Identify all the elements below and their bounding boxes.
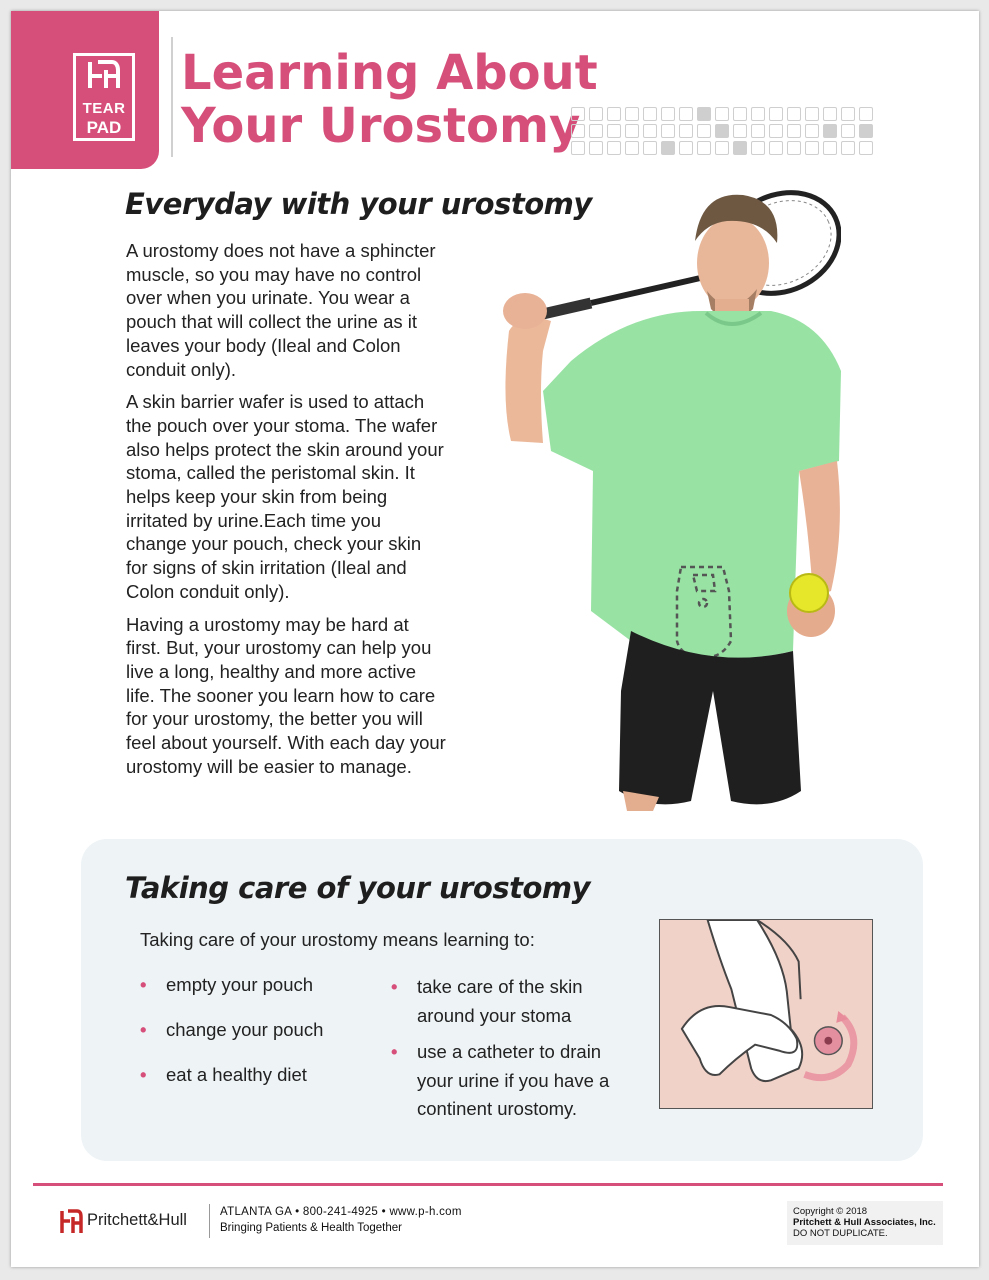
footer-divider	[209, 1204, 210, 1238]
grid-square	[697, 124, 711, 138]
everyday-body-text	[126, 239, 446, 787]
paragraph-2: A skin barrier wafer is used to attach the pouch over your stoma. The wafer also helps protect the skin around your stoma, called the peristomal skin. It helps keep your skin from being irritated by urine.Each time you change your pouch, check your skin for signs of skin irritation (Ileal and Colon conduit only).	[126, 391, 444, 602]
ph-tear-pad-logo-icon	[73, 53, 135, 141]
grid-square	[769, 124, 783, 138]
paragraph-3: Having a urostomy may be hard at first. But, your urostomy can help you live a long, healthy and more active life. The sooner you learn how to care for your urostomy, the better you will feel about yourself. With each day your urostomy will be easier to manage.	[126, 613, 446, 777]
grid-square	[805, 124, 819, 138]
grid-square	[715, 107, 729, 121]
header-divider	[171, 37, 173, 157]
grid-square	[589, 141, 603, 155]
grid-square	[643, 107, 657, 121]
section-heading-everyday: Everyday with your urostomy	[125, 187, 592, 221]
grid-square	[733, 107, 747, 121]
grid-square	[787, 107, 801, 121]
pink-bullet-icon: •	[140, 1064, 147, 1085]
logo-word-tear: TEAR	[82, 100, 126, 117]
grid-square	[859, 107, 873, 121]
list-item	[140, 1063, 370, 1087]
tennis-racket	[521, 174, 841, 319]
grid-square	[787, 141, 801, 155]
grid-square	[841, 107, 855, 121]
list-item-text: eat a healthy diet	[166, 1064, 307, 1085]
copyright-notice: DO NOT DUPLICATE.	[793, 1228, 888, 1239]
grid-square	[769, 107, 783, 121]
grid-square	[607, 107, 621, 121]
section-heading-care: Taking care of your urostomy	[125, 871, 591, 905]
grid-square	[751, 124, 765, 138]
grid-square	[571, 107, 585, 121]
hand-racket	[503, 293, 547, 329]
company-contact: ATLANTA GA • 800-241-4925 • www.p-h.com	[220, 1206, 462, 1218]
grid-square	[805, 107, 819, 121]
grid-square	[697, 141, 711, 155]
grid-square	[607, 141, 621, 155]
grid-square	[841, 141, 855, 155]
list-item	[140, 973, 370, 997]
tennis-ball	[790, 574, 828, 612]
pink-bullet-icon: •	[391, 1041, 398, 1062]
list-item-text: change your pouch	[166, 1019, 324, 1040]
decorative-grid	[571, 107, 871, 157]
logo-word-pad: PAD	[86, 118, 122, 137]
list-item	[140, 1018, 370, 1042]
grid-square	[589, 107, 603, 121]
grid-square	[715, 124, 729, 138]
grid-square	[859, 124, 873, 138]
grid-square	[751, 141, 765, 155]
grid-square	[625, 124, 639, 138]
grid-square	[625, 141, 639, 155]
pink-bullet-icon: •	[391, 976, 398, 997]
grid-square	[625, 107, 639, 121]
pink-bullet-icon: •	[140, 1019, 147, 1040]
grid-square	[679, 141, 693, 155]
grid-square	[751, 107, 765, 121]
grid-square	[805, 141, 819, 155]
list-item	[391, 1038, 641, 1124]
grid-square	[661, 124, 675, 138]
grid-square	[823, 141, 837, 155]
grid-square	[823, 107, 837, 121]
copyright-box	[787, 1201, 943, 1245]
black-shorts	[619, 631, 801, 804]
grid-square	[787, 124, 801, 138]
grid-square	[679, 124, 693, 138]
care-list-right	[391, 973, 641, 1132]
grid-square	[571, 124, 585, 138]
care-intro: Taking care of your urostomy means learning to:	[140, 929, 535, 950]
list-item	[391, 973, 641, 1030]
head	[697, 217, 769, 309]
company-tagline: Bringing Patients & Health Together	[220, 1222, 402, 1234]
grid-square	[859, 141, 873, 155]
list-item-text: use a catheter to drain your urine if you have a continent urostomy.	[417, 1041, 610, 1119]
pink-bullet-icon: •	[140, 974, 147, 995]
list-item-text: take care of the skin around your stoma	[417, 976, 583, 1026]
grid-square	[841, 124, 855, 138]
grid-square	[643, 141, 657, 155]
list-item-text: empty your pouch	[166, 974, 314, 995]
grid-square	[733, 124, 747, 138]
grid-square	[733, 141, 747, 155]
grid-square	[697, 107, 711, 121]
footer-rule	[33, 1183, 943, 1186]
tear-pad-logo	[11, 11, 159, 169]
grid-square	[661, 141, 675, 155]
raised-arm	[505, 318, 551, 443]
grid-square	[571, 141, 585, 155]
stoma-cleaning-illustration	[659, 919, 873, 1109]
title-line-2: Your Urostomy	[181, 98, 581, 154]
page-title	[181, 47, 598, 153]
copyright-owner: Pritchett & Hull Associates, Inc.	[793, 1217, 936, 1228]
ph-logo-icon	[57, 1207, 85, 1235]
grid-square	[661, 107, 675, 121]
copyright-year: Copyright © 2018	[793, 1206, 868, 1217]
grid-square	[679, 107, 693, 121]
care-list-left	[140, 973, 370, 1108]
handout-page	[11, 11, 979, 1267]
title-line-1: Learning About	[181, 45, 598, 101]
grid-square	[715, 141, 729, 155]
grid-square	[769, 141, 783, 155]
grid-square	[643, 124, 657, 138]
grid-square	[607, 124, 621, 138]
grid-square	[589, 124, 603, 138]
grid-square	[823, 124, 837, 138]
paragraph-1: A urostomy does not have a sphincter muscle, so you may have no control over when you urinate. You wear a pouch that will collect the urine as it leaves your body (Ileal and Colon conduit only).	[126, 240, 436, 380]
tennis-player-photo	[481, 171, 841, 811]
company-name: Pritchett&Hull	[87, 1211, 187, 1229]
